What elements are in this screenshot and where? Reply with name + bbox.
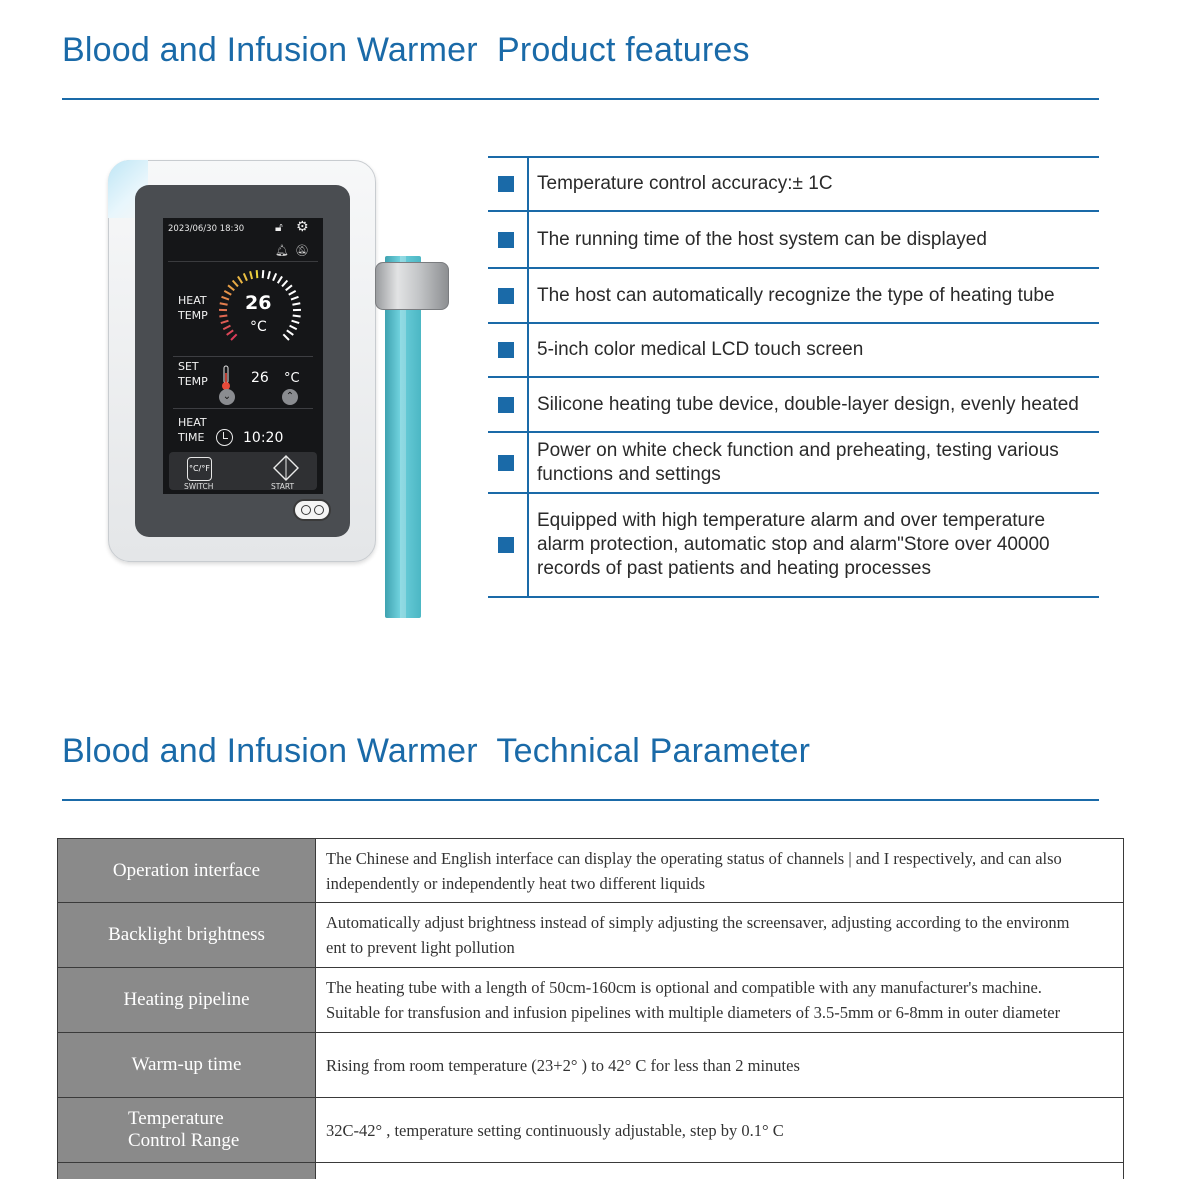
features-title: Blood and Infusion Warmer Product features xyxy=(62,31,750,69)
unit-switch-button[interactable]: °C/°F xyxy=(187,457,212,481)
set-temp-label: SET TEMP xyxy=(178,360,208,388)
lock-icon: 🔓︎ xyxy=(275,220,283,234)
feature-item: Equipped with high temperature alarm and over temperature alarm protection, automatic stop and alarm"Store over 40000 records of past patients and heating processes xyxy=(488,492,1099,598)
dial-tick xyxy=(290,326,297,330)
switch-label: SWITCH xyxy=(184,482,214,491)
product-image xyxy=(100,150,460,630)
square-bullet-icon xyxy=(498,232,514,248)
feature-item: The running time of the host system can be displayed xyxy=(488,210,1099,267)
dial-tick xyxy=(219,315,227,316)
dual-button-icon[interactable] xyxy=(293,499,331,521)
feature-item: 5-inch color medical LCD touch screen xyxy=(488,322,1099,376)
feature-item: Silicone heating tube device, double-layer design, evenly heated xyxy=(488,376,1099,431)
dial-tick xyxy=(231,334,237,340)
features-title-rule xyxy=(62,98,1099,100)
dial-tick xyxy=(222,297,230,300)
dial-tick xyxy=(250,271,252,279)
dial-tick xyxy=(224,291,231,295)
square-bullet-icon xyxy=(498,288,514,304)
param-value: 32C-42° , temperature setting continuously adjustable, step by 0.1° C xyxy=(316,1098,1124,1163)
table-row xyxy=(58,1098,1124,1163)
screen-divider xyxy=(173,408,313,409)
params-title: Blood and Infusion Warmer Technical Parameter xyxy=(62,732,811,770)
heat-time-value: 10:20 xyxy=(243,430,284,446)
dial-tick xyxy=(273,273,276,280)
square-bullet-icon xyxy=(498,342,514,358)
param-value: Rising from room temperature (23+2° ) to 42° C for less than 2 minutes xyxy=(316,1033,1124,1098)
parameter-table xyxy=(57,838,1124,1179)
param-name xyxy=(58,1163,316,1179)
square-bullet-icon xyxy=(498,176,514,192)
increase-temp-button[interactable]: ⌃ xyxy=(282,389,298,405)
table-row xyxy=(58,968,1124,1033)
dial-tick xyxy=(287,330,293,335)
table-row xyxy=(58,839,1124,903)
start-button[interactable] xyxy=(273,455,299,481)
dial-tick xyxy=(233,280,238,286)
dial-tick xyxy=(244,273,247,280)
device-screen xyxy=(163,218,323,494)
param-value: The Chinese and English interface can display the operating status of channels | and I respectively, and can also independently or independently heat two different liquids xyxy=(316,839,1124,903)
param-value: Automatically adjust brightness instead of simply adjusting the screensaver, adjusting according to the environm ent to prevent light pollution xyxy=(316,903,1124,968)
tube-clip xyxy=(375,262,449,310)
square-bullet-icon xyxy=(498,455,514,471)
dial-tick xyxy=(291,297,299,300)
param-name: Temperature Control Range xyxy=(58,1098,316,1163)
clock-icon xyxy=(216,429,233,446)
dial-tick xyxy=(293,315,301,316)
dial-tick xyxy=(221,321,229,323)
decrease-temp-button[interactable]: ⌄ xyxy=(219,389,235,405)
param-value xyxy=(316,1163,1124,1179)
gear-icon: ⚙ xyxy=(296,219,309,235)
dial-tick xyxy=(223,326,230,330)
screen-datetime: 2023/06/30 18:30 xyxy=(168,224,245,234)
start-label: START xyxy=(271,482,295,491)
dial-tick xyxy=(286,285,292,290)
dial-tick xyxy=(227,330,233,335)
heat-temp-unit: °C xyxy=(250,319,267,335)
dial-tick xyxy=(268,271,270,279)
screen-divider xyxy=(173,356,313,357)
heating-tube-highlight xyxy=(400,256,406,618)
dial-tick xyxy=(228,285,234,290)
dial-tick xyxy=(220,303,228,305)
dial-tick xyxy=(292,303,300,305)
dial-tick xyxy=(238,276,242,283)
dial-tick xyxy=(289,291,296,295)
heat-temp-value: 26 xyxy=(245,292,272,314)
param-value: The heating tube with a length of 50cm-160cm is optional and compatible with any manufacturer's machine. Suitable for transfusion and infusion pipelines with multiple diameters of 3.5-5mm or 6-8mm in outer diameter xyxy=(316,968,1124,1033)
feature-item: The host can automatically recognize the type of heating tube xyxy=(488,267,1099,322)
param-name: Heating pipeline xyxy=(58,968,316,1033)
table-row xyxy=(58,1163,1124,1179)
param-name: Warm-up time xyxy=(58,1033,316,1098)
table-row xyxy=(58,1033,1124,1098)
heat-temp-label: HEAT TEMP xyxy=(178,294,208,322)
dial-tick xyxy=(257,270,258,278)
square-bullet-icon xyxy=(498,397,514,413)
dial-tick xyxy=(263,270,264,278)
feature-item: Temperature control accuracy:± 1C xyxy=(488,156,1099,210)
set-temp-unit: °C xyxy=(284,371,300,386)
table-row xyxy=(58,903,1124,968)
thermometer-icon xyxy=(221,365,231,391)
param-name: Operation interface xyxy=(58,839,316,903)
feature-item: Power on white check function and preheating, testing various functions and settings xyxy=(488,431,1099,492)
dial-tick xyxy=(278,276,282,283)
bell-muted-icon: 🔕︎ xyxy=(295,244,309,257)
params-title-rule xyxy=(62,799,1099,801)
heat-time-label: HEAT TIME xyxy=(178,416,207,444)
bell-icon: 🔔︎ xyxy=(275,244,289,257)
set-temp-value: 26 xyxy=(251,370,269,386)
dial-tick xyxy=(282,280,287,286)
dial-tick xyxy=(283,334,289,340)
features-list xyxy=(488,156,1099,598)
param-name: Backlight brightness xyxy=(58,903,316,968)
dial-tick xyxy=(292,321,300,323)
square-bullet-icon xyxy=(498,537,514,553)
